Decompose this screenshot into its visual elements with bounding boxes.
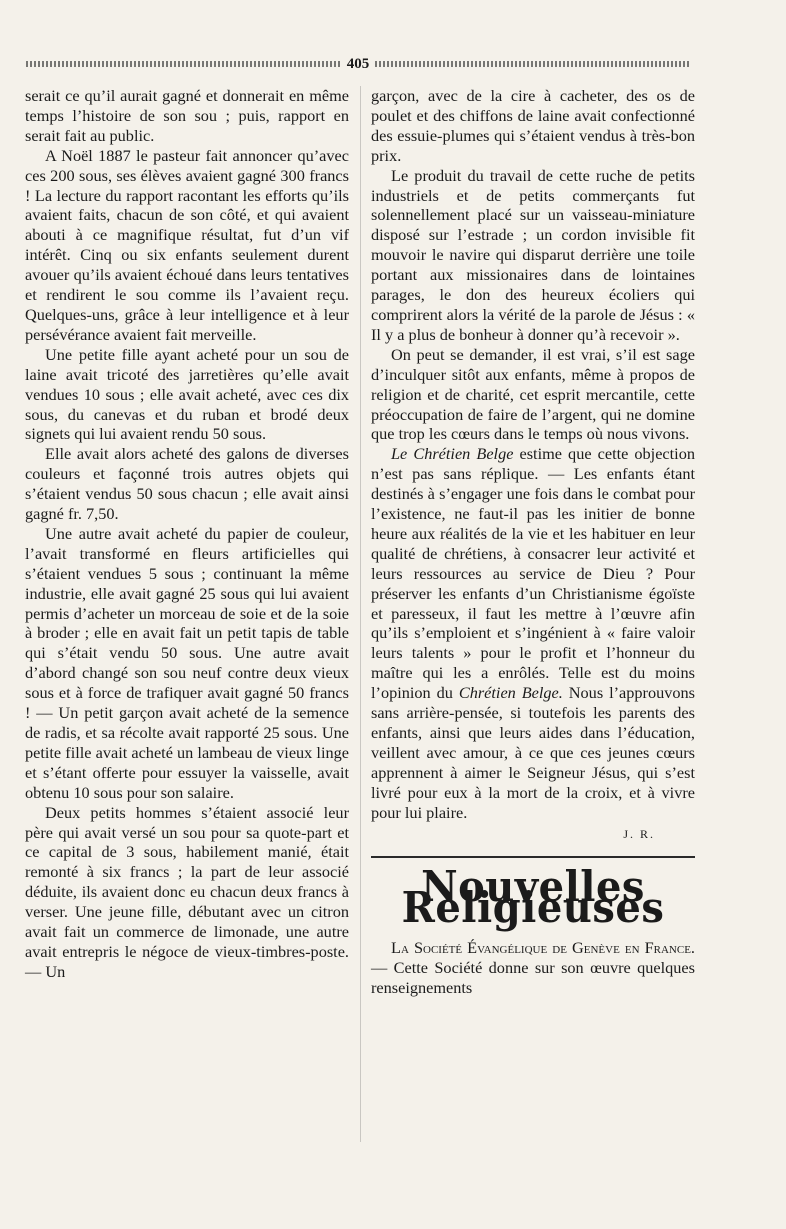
left-paragraph-4: Elle avait alors acheté des galons de diverses couleurs et façonné trois autres objets qui s’étaient vendus 50 sous chacun ; elle avait ainsi gagné fr. 7,50. xyxy=(25,444,349,524)
column-divider xyxy=(360,86,361,1142)
section-separator xyxy=(371,856,695,858)
publication-reference: Chrétien Belge. xyxy=(458,683,563,703)
left-paragraph-5: Une autre avait acheté du papier de couleur, l’avait transformé en fleurs artificielles qui s’étaient vendues 5 sous ; continuant la même industrie, elle avait gagné 25 sous qui lui avaient permis d’acheter un morceau de soie et de la soie à broder ; elle en avait fait un petit tapis de table qui s’était vendu 50 sous. Une autre avait d’abord changé son sou neuf contre deux vieux sous et à force de trafiquer avait gagné 50 francs ! — Un petit garçon avait acheté de la semence de radis, et sa récolte avait rapporté 25 sous. Une petite fille avait acheté un lambeau de vieux linge et s’étant offerte pour essuyer la vaisselle, avait obtenu 10 sous pour son salaire. xyxy=(25,523,349,802)
right-paragraph-2: Le produit du travail de cette ruche de petits industriels et de petits commerçants fut solennellement placé sur un vaisseau-miniature disposé sur l’estrade ; un cordon invisible fit mouvoir le navire qui disparut derrière une toile portant aux missionaires dans de lointaines parages, le don des heureux écoliers qui comprirent alors la vérité de la parole de Jésus : « Il y a plus de bonheur à donner qu’à recevoir ». xyxy=(371,165,695,344)
page-header xyxy=(26,54,690,74)
news-item-lead: La Société Évangélique de Genève en France. xyxy=(391,938,695,958)
right-paragraph-1: garçon, avec de la cire à cacheter, des os de poulet et des chiffons de laine avait confectionné des essuie-plumes qui s’étaient vendus à très-bon prix. xyxy=(371,86,695,165)
left-paragraph-2: A Noël 1887 le pasteur fait annoncer qu’avec ces 200 sous, ses élèves avaient gagné 300 francs ! La lecture du rapport racontant les efforts qu’ils avaient faits, chacun de son côté, et qui avaient abouti à ce magnifique résultat, fut d’un vif intérêt. Cinq ou six enfants seulement durent avouer qu’ils avaient échoué dans leurs tentatives et rendirent le sou comme ils l’avaient reçu. Quelques-uns, grâce à leur intelligence et à leur persévérance avaient fait merveille. xyxy=(25,145,349,344)
section-title: Nouvelles Religieuses xyxy=(401,862,665,933)
publication-name: Le Chrétien Belge xyxy=(391,444,514,464)
paragraph-4-body: estime que cette objection n’est pas sans réplique. — Les enfants étant destinés à s’engager une fois dans le combat pour l’existence, ne faut-il pas les initier de bonne heure aux réalités de la vie et les habituer en leur qualité de chrétiens, à consacrer leur activité et leurs ressources au service de Dieu ? Pour préserver les enfants d’un Christianisme égoïste et paresseux, il faut les mettre à l’œuvre afin qu’ils s’emploient et s’ingénient à « faire valoir leurs talents » pour le profit et l’honneur du maître qui les a enrôlés. Telle est du moins l’opinion du xyxy=(371,444,695,703)
header-rule-right xyxy=(375,61,690,67)
page-number: 405 xyxy=(346,55,370,72)
news-item xyxy=(371,938,695,998)
header-rule-left xyxy=(26,61,341,67)
right-column xyxy=(371,86,695,998)
left-paragraph-6: Deux petits hommes s’étaient associé leur père qui avait versé un sou pour sa quote-part et ce capital de 3 sous, habilement manié, était remonté à six francs ; la part de leur associé déduite, ils avaient donc eu chacun deux francs à verser. Une jeune fille, débutant avec un citron avait fait un commerce de limonade, une autre avait entrepris le négoce de vieux-timbres-poste. — Un xyxy=(25,802,349,981)
news-item-text: — Cette Société donne sur son œuvre quelques renseignements xyxy=(371,958,695,998)
right-paragraph-4 xyxy=(371,444,695,822)
left-paragraph-3: Une petite fille ayant acheté pour un sou de laine avait tricoté des jarretières qu’elle avait vendues 10 sous ; elle avait acheté, avec ces dix sous, du canevas et du ruban et brodé deux signets qui lui avaient rendu 50 sous. xyxy=(25,344,349,444)
paragraph-4-tail: Nous l’approuvons sans arrière-pensée, si toutefois les parents des enfants, ainsi que leurs aides dans l’éducation, veillent avec amour, à ce que ces jeunes cœurs apprennent à aimer le Seigneur Jésus, qui s’est livré pour eux à la mort de la croix, et à vivre pour lui plaire. xyxy=(371,683,695,822)
author-signature: J. R. xyxy=(623,826,655,841)
left-paragraph-1: serait ce qu’il aurait gagné et donnerait en même temps l’histoire de son sou ; puis, rapport en serait fait au public. xyxy=(25,86,349,145)
right-paragraph-3: On peut se demander, il est vrai, s’il est sage d’inculquer sitôt aux enfants, même à propos de religion et de charité, cet esprit mercantile, cette préoccupation de faire de l’argent, qui ne domine que trop les cœurs dans le temps où nous vivons. xyxy=(371,344,695,444)
left-column xyxy=(25,86,349,982)
